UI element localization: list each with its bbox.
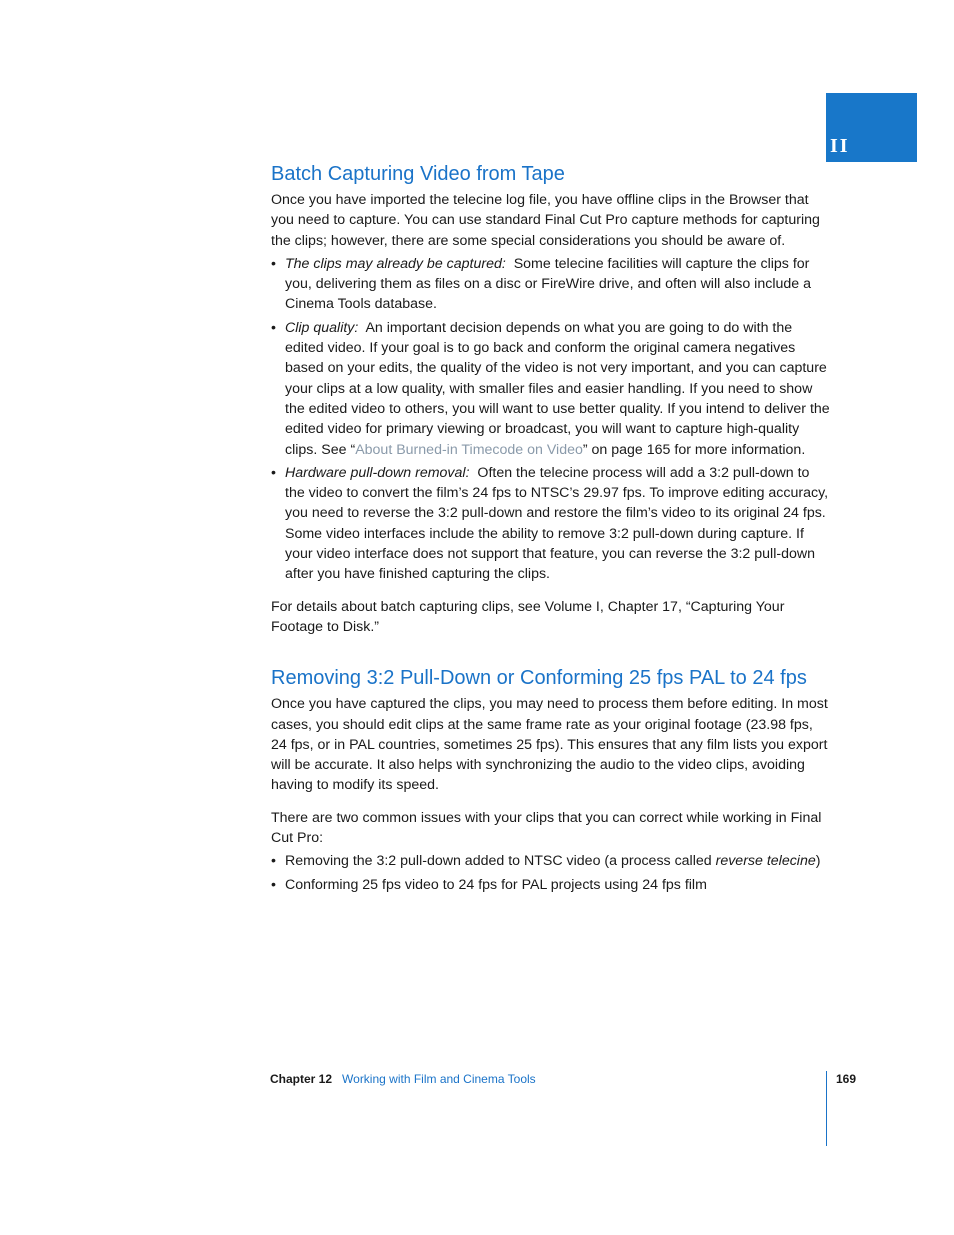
bullet-text: ) (815, 853, 821, 870)
part-tab (826, 93, 917, 162)
list-item (271, 875, 831, 895)
bullet-text: Often the telecine process will add a 3:2 pull-down to the video to convert the film’s 24 fps to NTSC’s 29.97 fps. To improve editing accuracy, you need to reverse the 3:2 pull-down and restore the film’s video to its original 24 fps. Some video interfaces include the ability to remove 3:2 pull-down during capture. If your video interface does not support that feature, you can reverse the 3:2 pull-down after you have finished capturing the clips. (285, 464, 829, 583)
closing-paragraph: For details about batch capturing clips, see Volume I, Chapter 17, “Capturing Your Footage to Disk.” (271, 598, 785, 635)
issue-list (271, 851, 831, 895)
list-item (271, 463, 831, 585)
bullet-emphasis: reverse telecine (715, 853, 816, 870)
bullet-text: ” on page 165 for more information. (582, 441, 806, 458)
list-item (271, 318, 831, 460)
bullet-term: Clip quality: (285, 319, 359, 336)
bullet-text: Removing the 3:2 pull-down added to NTSC video (a process called (285, 853, 716, 870)
footer-chapter-title[interactable]: Working with Film and Cinema Tools (342, 1072, 536, 1086)
bullet-term: The clips may already be captured: (285, 255, 506, 272)
section-heading-removing-pulldown: Removing 3:2 Pull-Down or Conforming 25 fps PAL to 24 fps (271, 667, 807, 690)
list-item (271, 254, 831, 315)
section-paragraph: There are two common issues with your clips that you can correct while working in Final Cut Pro: (271, 809, 822, 847)
bullet-text: Some telecine facilities will capture the clips for you, delivering them as files on a disc or FireWire drive, and often will also include a Cinema Tools database. (285, 255, 811, 313)
page-number: 169 (836, 1072, 857, 1086)
bullet-text: An important decision depends on what you are going to do with the edited video. If your goal is to go back and conform the original camera negatives based on your edits, the quality of the video is not very important, and you can capture your clips at a low quality, with smaller files and easier handling. If you need to show the edited video to others, you will want to use better quality. If you intend to deliver the edited video for primary viewing or broadcast, you will want to capture high-quality clips. See “ (285, 319, 830, 458)
cross-reference-link[interactable]: About Burned-in Timecode on Video (355, 441, 583, 458)
part-tab-label: II (830, 135, 850, 157)
list-item (271, 851, 831, 871)
page-footer (270, 1072, 536, 1086)
footer-chapter-label: Chapter 12 (270, 1072, 333, 1086)
consideration-list (271, 254, 831, 585)
section-intro-paragraph: Once you have imported the telecine log file, you have offline clips in the Browser that you need to capture. You can use standard Final Cut Pro capture methods for capturing the clips; however, there are some special considerations you should be aware of. (271, 192, 820, 249)
bullet-text: Conforming 25 fps video to 24 fps for PAL projects using 24 fps film (285, 876, 707, 893)
bullet-term: Hardware pull-down removal: (285, 464, 470, 481)
page-content (271, 160, 831, 895)
footer-divider (826, 1071, 827, 1146)
section-heading-batch-capturing: Batch Capturing Video from Tape (271, 163, 565, 185)
section-paragraph: Once you have captured the clips, you may need to process them before editing. In most cases, you should edit clips at the same frame rate as your original footage (23.98 fps, 24 fps, or in PAL countries, sometimes 25 fps). This ensures that any film lists you export will be accurate. It also helps with synchronizing the audio to the video clips, avoiding having to modify its speed. (271, 696, 828, 794)
